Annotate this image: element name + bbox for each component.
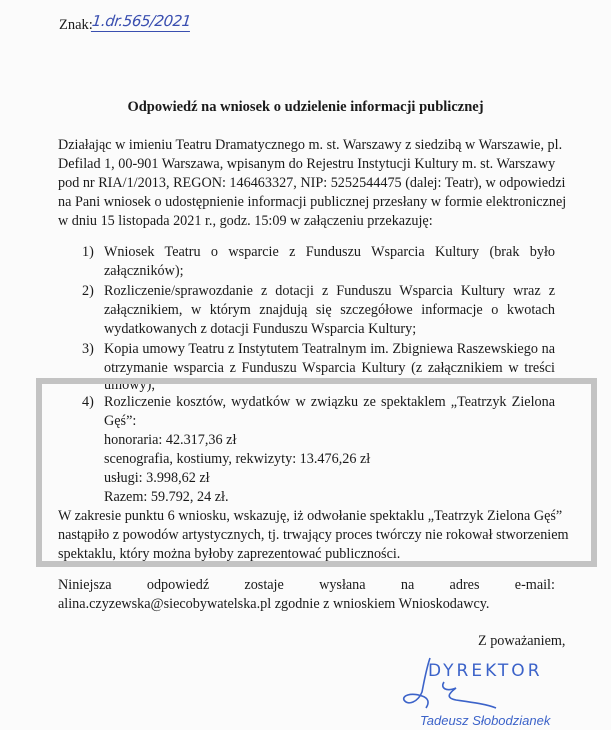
closing-word: na (400, 577, 415, 593)
list-item-line: Rozliczenie kosztów, wydatków w związku ze spektaklem „Teatrzyk Zielona (104, 394, 555, 410)
list-item-number: 3) (82, 341, 94, 357)
salutation: Z poważaniem, (478, 633, 566, 649)
reference-label: Znak: (59, 17, 93, 33)
list-item-line: umowy); (104, 377, 156, 393)
cost-honoraria: honoraria: 42.317,36 zł (104, 432, 237, 448)
intro-line: pod nr RIA/1/2013, REGON: 146463327, NIP: 5252544475 (dalej: Teatr), w odpowiedzi (58, 175, 566, 191)
list-item-line: załączników); (104, 263, 184, 279)
point6-line: W zakresie punktu 6 wniosku, wskazuję, iż odwołanie spektaklu „Teatrzyk Zielona Gęś” (58, 508, 563, 524)
intro-line: Defilad 1, 00-901 Warszawa, wpisanym do Rejestru Instytucji Kultury m. st. Warszawy (58, 156, 556, 172)
closing-word: wysłana (319, 577, 366, 593)
list-item-line: załącznikiem, w którym znajdują się szczegółowe informacje o kwotach (104, 302, 555, 318)
list-item-line: otrzymanie wsparcia z Funduszu Wsparcia Kultury (z załącznikiem w treści (104, 360, 555, 376)
list-item-line: Gęś”: (104, 413, 137, 429)
list-item-number: 4) (82, 394, 94, 410)
list-item-line: Wniosek Teatru o wsparcie z Funduszu Wsparcia Kultury (brak było (104, 244, 555, 260)
signatory-name: Tadeusz Słobodzianek (420, 713, 551, 728)
closing-line-email: alina.czyzewska@siecobywatelska.pl zgodnie z wnioskiem Wnioskodawcy. (58, 596, 490, 612)
intro-line: Działając w imieniu Teatru Dramatycznego m. st. Warszawy z siedzibą w Warszawie, pl. (58, 137, 563, 153)
closing-line (58, 576, 555, 595)
list-item-number: 1) (82, 244, 94, 260)
closing-word: adres (449, 577, 480, 593)
closing-word: zostaje (244, 577, 284, 593)
point6-line: spektaklu, który można byłoby zaprezentować publiczności. (58, 546, 401, 562)
list-item-line: Kopia umowy Teatru z Instytutem Teatralnym im. Zbigniewa Raszewskiego na (104, 341, 555, 357)
closing-word: odpowiedź (146, 577, 210, 593)
point6-line: nastąpiło z powodów artystycznych, tj. trwający proces twórczy nie rokował stworzeniem (58, 527, 569, 543)
reference-number-handwritten: 1.dr.565/2021 (91, 12, 192, 30)
signature-role-stamp: DYREKTOR (428, 661, 543, 681)
list-item-number: 2) (82, 283, 94, 299)
closing-word: Niniejsza (58, 577, 112, 593)
document-title: Odpowiedź na wniosek o udzielenie informacji publicznej (127, 99, 484, 115)
cost-scenografia: scenografia, kostiumy, rekwizyty: 13.476,26 zł (104, 451, 371, 467)
list-item-line: wydatkowanych z dotacji Funduszu Wsparcia Kultury; (104, 321, 417, 337)
intro-line: na Pani wniosek o udostępnienie informacji publicznej przesłany w formie elektronicznej (58, 194, 567, 210)
intro-line: w dniu 15 listopada 2021 r., godz. 15:09 w załączeniu przekazuję: (58, 213, 433, 229)
cost-uslugi: usługi: 3.998,62 zł (104, 470, 210, 486)
cost-total: Razem: 59.792, 24 zł. (104, 489, 229, 505)
list-item-line: Rozliczenie/sprawozdanie z dotacji z Funduszu Wsparcia Kultury wraz z (104, 283, 555, 299)
closing-word: e-mail: (514, 577, 555, 593)
